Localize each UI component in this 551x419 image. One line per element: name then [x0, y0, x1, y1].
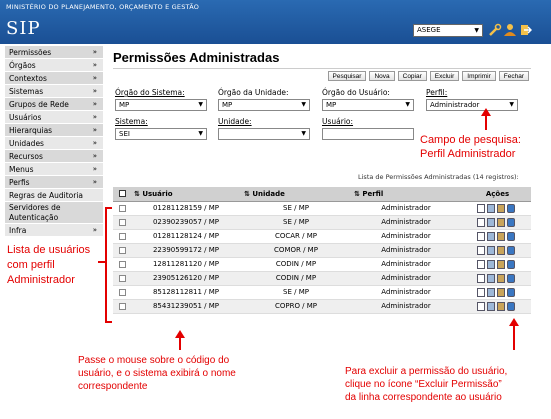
sidebar-item-perfis[interactable]: Perfis »: [5, 176, 103, 189]
arrow-head: [175, 330, 185, 338]
row-checkbox[interactable]: [119, 261, 126, 268]
sidebar-item-recursos[interactable]: Recursos »: [5, 150, 103, 163]
chevron-right-icon: »: [92, 74, 97, 82]
profile-cell: Administrador: [351, 285, 461, 299]
delete-permission-icon[interactable]: [507, 218, 515, 227]
unit-cell: SE / MP: [241, 285, 351, 299]
annotation-campo-pesquisa: Campo de pesquisa: Perfil Administrador: [420, 134, 521, 160]
permissions-table: [113, 187, 531, 314]
delete-permission-icon[interactable]: [507, 260, 515, 269]
list-caption: Lista de Permissões Administradas (14 registros):: [358, 173, 519, 181]
delete-permission-icon[interactable]: [507, 302, 515, 311]
unit-cell: COMOR / MP: [241, 243, 351, 257]
title-divider: [113, 68, 531, 69]
edit-icon[interactable]: [487, 288, 495, 297]
bracket-line: [106, 208, 112, 322]
user-code[interactable]: 01281128124 / MP: [131, 229, 241, 243]
profile-cell: Administrador: [351, 243, 461, 257]
table-header-row: [113, 187, 531, 201]
sistema-label: Sistema:: [115, 117, 148, 126]
view-icon[interactable]: [477, 274, 485, 283]
unit-cell: SE / MP: [241, 201, 351, 215]
user-column-header[interactable]: ⇅ Usuário: [131, 187, 241, 201]
sidebar-item-orgaos[interactable]: Órgãos »: [5, 59, 103, 72]
chevron-right-icon: »: [92, 165, 97, 173]
sidebar-item-servidores-de-autenticacao[interactable]: Servidores de Autenticação: [5, 202, 103, 224]
select-all-checkbox[interactable]: [119, 190, 126, 197]
sidebar-item-usuarios[interactable]: Usuários »: [5, 111, 103, 124]
tools-icon[interactable]: [488, 23, 502, 37]
profile-cell: Administrador: [351, 201, 461, 215]
table-row: [113, 215, 531, 229]
unit-select-value: ASEGE: [417, 26, 441, 34]
copy-icon[interactable]: [497, 218, 505, 227]
perfil-select[interactable]: Administrador ▼: [426, 99, 518, 111]
edit-icon[interactable]: [487, 218, 495, 227]
edit-icon[interactable]: [487, 302, 495, 311]
annotation-lista-usuarios: Lista de usuários com perfil Administrador: [7, 244, 91, 286]
orgao-unidade-select[interactable]: MP ▼: [218, 99, 310, 111]
actions-column-header: Ações: [461, 187, 531, 201]
sidebar-menu: [5, 46, 103, 237]
unit-cell: CODIN / MP: [241, 257, 351, 271]
edit-icon[interactable]: [487, 232, 495, 241]
copy-icon[interactable]: [497, 204, 505, 213]
row-checkbox[interactable]: [119, 233, 126, 240]
sidebar-item-grupos-de-rede[interactable]: Grupos de Rede »: [5, 98, 103, 111]
chevron-right-icon: »: [92, 113, 97, 121]
profile-cell: Administrador: [351, 215, 461, 229]
profile-cell: Administrador: [351, 299, 461, 313]
row-checkbox[interactable]: [119, 275, 126, 282]
system-logo[interactable]: SIP: [6, 18, 41, 39]
orgao-unidade-label: Órgão da Unidade:: [218, 88, 289, 97]
chevron-right-icon: »: [92, 87, 97, 95]
copy-icon[interactable]: [497, 302, 505, 311]
table-row: [113, 229, 531, 243]
chevron-right-icon: »: [92, 152, 97, 160]
sidebar-item-unidades[interactable]: Unidades »: [5, 137, 103, 150]
chevron-down-icon: ▼: [474, 27, 479, 34]
profile-cell: Administrador: [351, 257, 461, 271]
chevron-right-icon: »: [92, 100, 97, 108]
row-checkbox[interactable]: [119, 247, 126, 254]
chevron-right-icon: »: [92, 139, 97, 147]
unit-select[interactable]: [413, 24, 483, 37]
sidebar-item-sistemas[interactable]: Sistemas »: [5, 85, 103, 98]
orgao-sistema-label: Órgão do Sistema:: [115, 88, 185, 97]
unit-cell: SE / MP: [241, 215, 351, 229]
chevron-right-icon: »: [92, 226, 97, 234]
search-button[interactable]: Pesquisar: [328, 71, 367, 81]
user-icon[interactable]: [503, 23, 517, 37]
sidebar-item-contextos[interactable]: Contextos »: [5, 72, 103, 85]
chevron-right-icon: »: [92, 61, 97, 69]
chevron-down-icon: ▼: [198, 130, 203, 137]
view-icon[interactable]: [477, 260, 485, 269]
profile-cell: Administrador: [351, 229, 461, 243]
user-code[interactable]: 85431239051 / MP: [131, 299, 241, 313]
unit-cell: COPRO / MP: [241, 299, 351, 313]
unidade-label: Unidade:: [218, 117, 252, 126]
profile-column-header[interactable]: ⇅ Perfil: [351, 187, 461, 201]
copy-icon[interactable]: [497, 260, 505, 269]
delete-permission-icon[interactable]: [507, 288, 515, 297]
table-row: [113, 285, 531, 299]
view-icon[interactable]: [477, 218, 485, 227]
ministry-name: MINISTÉRIO DO PLANEJAMENTO, ORÇAMENTO E GESTÃO: [6, 3, 200, 11]
annotation-excluir: Para excluir a permissão do usuário, clique no ícone “Excluir Permissão” da linha correspondente ao usuário: [345, 366, 508, 403]
usuario-input[interactable]: [322, 128, 414, 140]
chevron-down-icon: ▼: [301, 130, 306, 137]
chevron-down-icon: ▼: [301, 101, 306, 108]
table-row: [113, 201, 531, 215]
orgao-sistema-select[interactable]: MP ▼: [115, 99, 207, 111]
view-icon[interactable]: [477, 232, 485, 241]
new-button[interactable]: Nova: [369, 71, 394, 81]
orgao-usuario-select[interactable]: MP ▼: [322, 99, 414, 111]
edit-icon[interactable]: [487, 274, 495, 283]
user-code[interactable]: 01281128159 / MP: [131, 201, 241, 215]
sidebar-item-regras-de-auditoria[interactable]: Regras de Auditoria: [5, 189, 103, 202]
profile-cell: Administrador: [351, 271, 461, 285]
sidebar-item-infra[interactable]: Infra »: [5, 224, 103, 237]
chevron-down-icon: ▼: [405, 101, 410, 108]
delete-permission-icon[interactable]: [507, 232, 515, 241]
usuario-label: Usuário:: [322, 117, 354, 126]
perfil-label: Perfil:: [426, 88, 448, 97]
view-icon[interactable]: [477, 204, 485, 213]
toolbar: [328, 71, 529, 81]
print-button[interactable]: Imprimir: [462, 71, 495, 81]
sistema-select[interactable]: SEI ▼: [115, 128, 207, 140]
sidebar-item-hierarquias[interactable]: Hierarquias »: [5, 124, 103, 137]
table-row: [113, 257, 531, 271]
unit-cell: CODIN / MP: [241, 271, 351, 285]
chevron-down-icon: ▼: [198, 101, 203, 108]
chevron-right-icon: »: [92, 48, 97, 56]
user-code[interactable]: 22390599172 / MP: [131, 243, 241, 257]
edit-icon[interactable]: [487, 260, 495, 269]
exit-icon[interactable]: [518, 23, 532, 37]
sort-icon: ⇅: [244, 189, 250, 198]
close-button[interactable]: Fechar: [499, 71, 529, 81]
chevron-right-icon: »: [92, 178, 97, 186]
orgao-usuario-label: Órgão do Usuário:: [322, 88, 390, 97]
copy-icon[interactable]: [497, 274, 505, 283]
delete-permission-icon[interactable]: [507, 204, 515, 213]
user-code[interactable]: 02390239057 / MP: [131, 215, 241, 229]
edit-icon[interactable]: [487, 204, 495, 213]
view-icon[interactable]: [477, 288, 485, 297]
sidebar-item-permissoes[interactable]: Permissões »: [5, 46, 103, 59]
top-banner: [0, 0, 551, 44]
sidebar-item-menus[interactable]: Menus »: [5, 163, 103, 176]
copy-icon[interactable]: [497, 232, 505, 241]
table-row: [113, 271, 531, 285]
user-code[interactable]: 23905126120 / MP: [131, 271, 241, 285]
table-row: [113, 299, 531, 313]
page-title: Permissões Administradas: [113, 50, 280, 65]
row-checkbox[interactable]: [119, 219, 126, 226]
copy-icon[interactable]: [497, 288, 505, 297]
select-all-header[interactable]: [113, 187, 131, 201]
edit-icon[interactable]: [487, 246, 495, 255]
unit-cell: COCAR / MP: [241, 229, 351, 243]
table-row: [113, 243, 531, 257]
row-checkbox[interactable]: [119, 303, 126, 310]
delete-button[interactable]: Excluir: [430, 71, 460, 81]
unit-column-header[interactable]: ⇅ Unidade: [241, 187, 351, 201]
chevron-right-icon: »: [92, 126, 97, 134]
copy-icon[interactable]: [497, 246, 505, 255]
chevron-down-icon: ▼: [509, 101, 514, 108]
row-checkbox[interactable]: [119, 205, 126, 212]
view-icon[interactable]: [477, 302, 485, 311]
delete-permission-icon[interactable]: [507, 246, 515, 255]
arrow-head: [509, 318, 519, 326]
row-checkbox[interactable]: [119, 289, 126, 296]
copy-button[interactable]: Copiar: [398, 71, 427, 81]
view-icon[interactable]: [477, 246, 485, 255]
user-code[interactable]: 85128112811 / MP: [131, 285, 241, 299]
user-code[interactable]: 12811281120 / MP: [131, 257, 241, 271]
unidade-select[interactable]: [218, 128, 310, 140]
sort-icon: ⇅: [354, 189, 360, 198]
delete-permission-icon[interactable]: [507, 274, 515, 283]
sort-icon: ⇅: [134, 189, 140, 198]
annotation-passe-mouse: Passe o mouse sobre o código do usuário, e o sistema exibirá o nome correspondente: [78, 355, 236, 392]
